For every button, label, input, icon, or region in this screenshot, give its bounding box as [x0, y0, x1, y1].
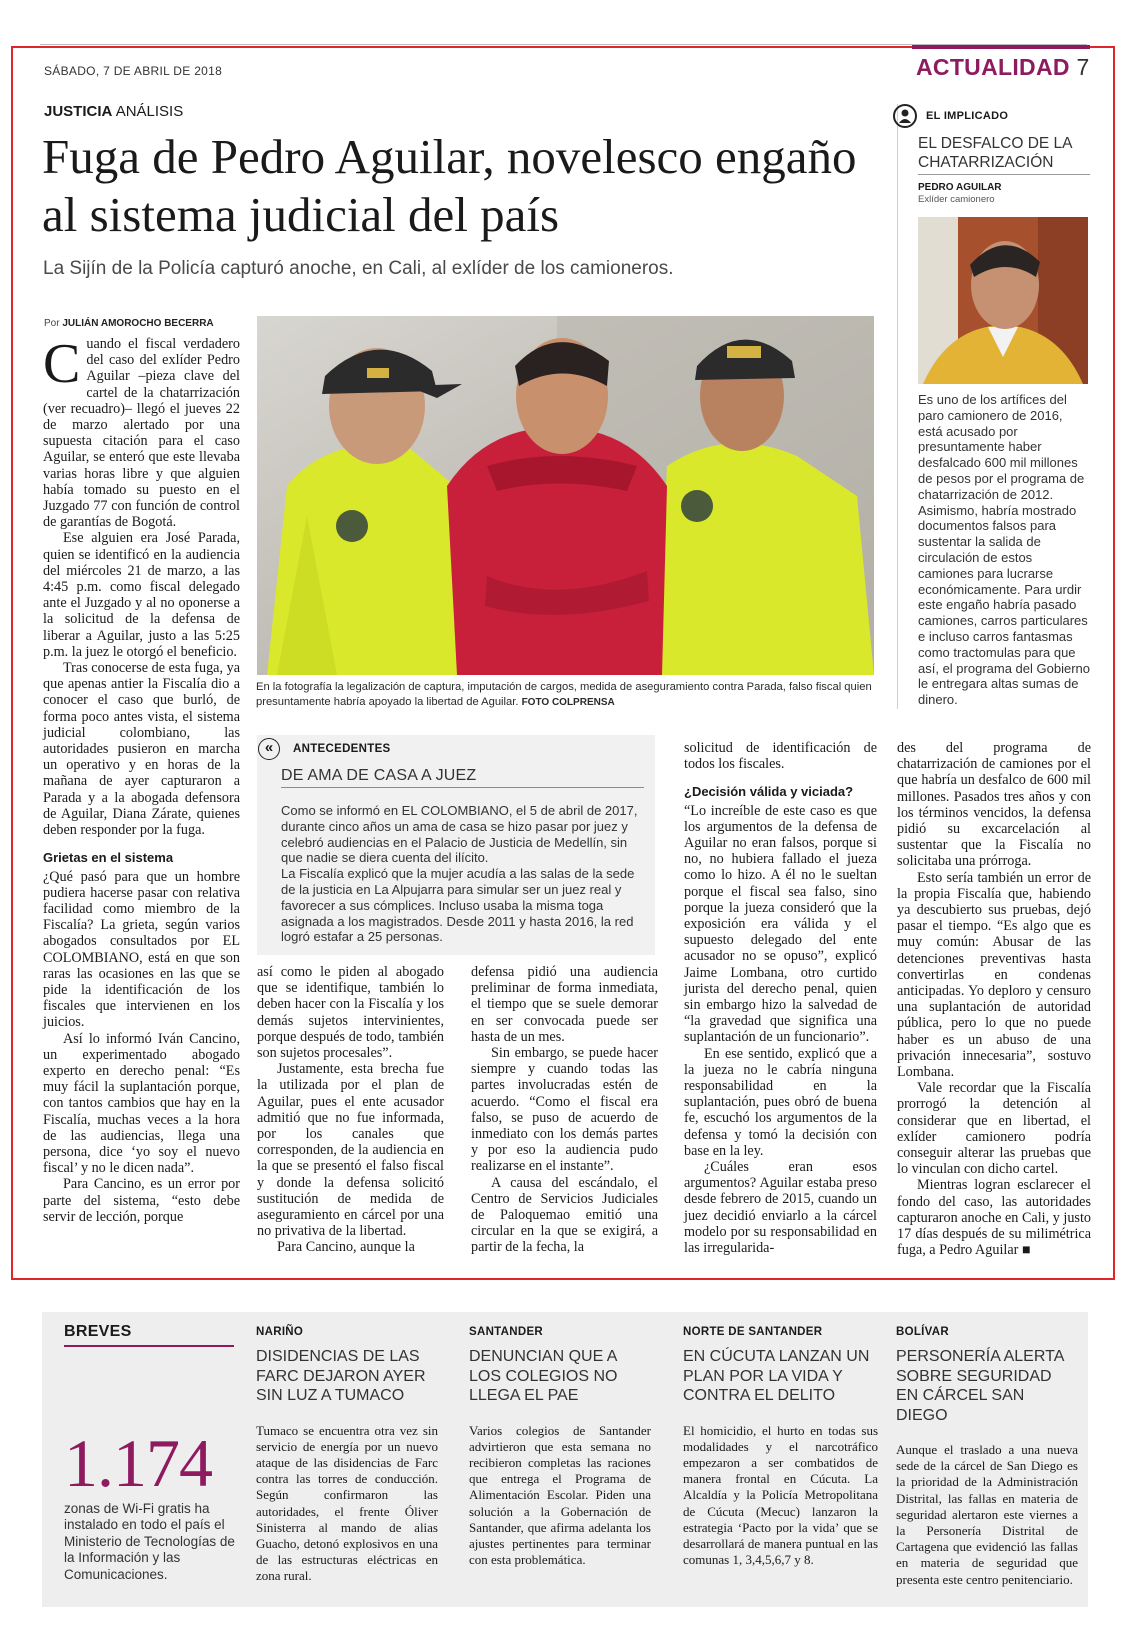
paragraph: Ese alguien era José Parada, quien se identificó en la audiencia del miércoles 21 de marzo, a las 4:45 p.m. como fiscal delegado ante el Juzgado y al no oponerse a la solicitud de la defensa de liberar a Aguilar, justo a las 5:25 p.m. la juez le otorgó el beneficio. — [43, 530, 240, 660]
breves-rule — [64, 1345, 234, 1347]
caption-text: En la fotografía la legalización de captura, imputación de cargos, medida de aseguramiento contra Parada, falso fiscal quien presuntamente habría apoyado la libertad de Aguilar. — [256, 681, 872, 708]
breve-text: Aunque el traslado a una nueva sede de la cárcel de San Diego es la prioridad de la Administración Distrital, las fallas en materia de seguridad alertaron este viernes a la Personería Distrital de Cartagena que evidenció las fallas en materia de seguridad que presenta este centro penitenciario. — [896, 1442, 1078, 1587]
subhead: Grietas en el sistema — [43, 850, 174, 866]
section-bar — [912, 45, 1090, 49]
breve-text: Varios colegios de Santander advirtieron que esta semana no recibieron completas las raciones que entrega el Programa de Alimentación Escolar. Piden una solución a la Gobernación de Santander, que afirma adelanta los ajustes pertinentes para terminar con esta problemática. — [469, 1422, 651, 1568]
breve-region: NARIÑO — [256, 1326, 304, 1338]
kicker — [44, 103, 183, 120]
subject-role: Exlíder camionero — [918, 194, 995, 205]
subhead: ¿Decisión válida y viciada? — [684, 784, 854, 800]
main-photo — [257, 316, 874, 675]
portrait-photo — [918, 217, 1088, 384]
drop-cap: C — [43, 333, 81, 395]
breve-region: BOLÍVAR — [896, 1326, 949, 1338]
breve-headline: PERSONERÍA ALERTA SOBRE SEGURIDAD EN CÁRCEL SAN DIEGO — [896, 1348, 1064, 1424]
antecedentes-rule — [281, 787, 644, 788]
antecedentes-paragraph: Como se informó en EL COLOMBIANO, el 5 de abril de 2017, durante cinco años un ama de casa se hizo pasar por juez y celebró audiencias en el Palacio de Justicia de Medellín, sin que nadie se diera cuenta del ilícito. — [281, 803, 638, 866]
antecedentes-label: ANTECEDENTES — [293, 743, 391, 755]
antecedentes-text — [281, 803, 644, 945]
breve-region: NORTE DE SANTANDER — [683, 1326, 823, 1338]
paragraph: Así lo informó Iván Cancino, un experimentado abogado experto en derecho penal: “Es muy fácil la suplantación porque, con tantos cambios que hay en la Fiscalía, muchas veces a la hora de las audiencias, llega una persona, dice ‘yo soy el nuevo fiscal’ y no le dicen nada”. — [43, 1030, 240, 1177]
paragraph: Vale recordar que la Fiscalía prorrogó la detención al considerar que en libertad, el exlíder camionero podría conseguir alterar las pruebas que lo vinculan con dicho cartel. — [897, 1080, 1091, 1178]
paragraph-text: uando el fiscal verdadero del caso del exlíder Pedro Aguilar –pieza clave del cartel de la chatarrización (ver recuadro)– llegó el jueves 22 de marzo alertado por una supuesta citación para el caso Aguilar, se enteró que este llevaba varias horas libre y que alguien había tomado su puesto en el Juzgado 77 con función de control de garantías de Bogotá. — [43, 336, 240, 531]
person-icon — [893, 104, 917, 128]
sidebar-text: Es uno de los artífices del paro camionero de 2016, está acusado por presuntamente haber desfalcado 600 mil millones de pesos por el programa de chatarrización de 2012. Asimismo, habría mostrado documentos falsos para sustentar la salida de circulación de estos camiones para lucrarse económicamente. Para urdir este engaño habría pasado camiones, carros particulares e incluso carros fantasmas como tractomulas para que así, el programa del Gobierno le entregara altas sumas de dinero. — [918, 392, 1090, 708]
breve-item — [469, 1326, 651, 1568]
breve-text: El homicidio, el hurto en todas sus modalidades y el narcotráfico empezaron a ser combatidos de manera frontal en Cúcuta. La Alcaldía y la Policía Metropolitana de Cúcuta (Mecuc) lanzaron la estrategia ‘Pacto por la vida’ que se desarrollará de manera puntual en las comunas 1, 3,4,5,6,7 y 8. — [683, 1422, 878, 1568]
paragraph: Esto sería también un error de la propia Fiscalía que, habiendo ya descubierto sus pruebas, dejó pasar el tiempo. “Es algo que es muy común: Abusar de las detenciones preventivas hasta convertirlas en condenas anticipadas. Yo deploro y censuro una suplantación de autoridad pública, pero lo que no puede haber es un abuso de una privación innecesaria”, sostuvo Lombana. — [897, 869, 1091, 1081]
arrest-photo — [257, 316, 874, 675]
headline: Fuga de Pedro Aguilar, novelesco engaño al sistema judicial del país — [42, 129, 857, 242]
breve-headline: DISIDENCIAS DE LAS FARC DEJARON AYER SIN LUZ A TUMACO — [256, 1348, 426, 1404]
byline-prefix: Por — [44, 318, 60, 329]
kicker-topic: JUSTICIA — [44, 103, 113, 120]
paragraph: Para Cancino, aunque la — [277, 1239, 415, 1256]
section-name — [916, 54, 1090, 81]
breve-item — [896, 1326, 1078, 1588]
article-column-3 — [471, 964, 658, 1256]
article-column-1 — [43, 333, 240, 1225]
breve-item — [683, 1326, 878, 1568]
byline-author: JULIÁN AMOROCHO BECERRA — [62, 318, 214, 329]
sidebar-title: EL DESFALCO DE LA CHATARRIZACIÓN — [918, 135, 1072, 171]
page-number: 7 — [1076, 54, 1090, 80]
photo-caption — [256, 680, 874, 710]
paragraph: ¿Qué pasó para que un hombre pudiera hacerse pasar con relativa facilidad como miembro de la Fiscalía? La grieta, según varios abogados consultados por EL COLOMBIANO, está en que son raras las ocasiones en las que se pide la identificación de los fiscales que intervienen en los juicios. — [43, 868, 240, 1031]
paragraph — [43, 333, 240, 531]
breve-headline: DENUNCIAN QUE A LOS COLEGIOS NO LLEGA EL PAE — [469, 1348, 618, 1404]
paragraph: defensa pidió una audiencia preliminar de forma inmediata, el tiempo que se suele demorar en ser convocada puede ser hasta de un mes. — [471, 964, 658, 1045]
subject-name: PEDRO AGUILAR — [918, 182, 1002, 193]
stat-number: 1.174 — [64, 1425, 212, 1501]
byline — [44, 318, 214, 329]
breve-headline: EN CÚCUTA LANZAN UN PLAN POR LA VIDA Y CONTRA EL DELITO — [683, 1348, 870, 1404]
paragraph: Justamente, esta brecha fue la utilizada por el plan de Aguilar, pues el ente acusador admitió que no fue informada, por los canales que corresponden, de la audiencia en la que se presentó el falso fiscal y donde la defensa solicitó sustitución de medida de aseguramiento en cárcel por una no privativa de la libertad. — [257, 1061, 444, 1240]
paragraph: ¿Cuáles eran esos argumentos? Aguilar estaba preso desde febrero de 2015, cuando un juez decidió enviarlo a la cárcel modelo por su responsabilidad en las irregularida- — [684, 1159, 877, 1257]
antecedentes-paragraph: La Fiscalía explicó que la mujer acudía a las salas de la sede de la justicia en La Alpujarra para simular ser un juez real y favorecer a sus cómplices. Incluso usaba la misma toga asignada a los magistrados. Desde 2011 y hasta 2016, la red logró estafar a 25 personas. — [281, 866, 635, 945]
paragraph: des del programa de chatarrización de camiones por el que habría un desfalco de 600 mil millones. Pasados tres años y con los términos vencidos, la defensa pidió su excarcelación al sustentar que la Fiscalía no solicitaba una prórroga. — [897, 740, 1091, 870]
sidebar-label: EL IMPLICADO — [926, 110, 1009, 122]
sidebar-rule — [918, 174, 1090, 175]
paragraph: Sin embargo, se puede hacer siempre y cuando todas las partes involucradas estén de acuerdo. “Como el fiscal era falso, se puso de acuerdo de inmediato con los demás partes y por eso la audiencia pudo realizarse en el instante”. — [471, 1045, 658, 1175]
kicker-type: ANÁLISIS — [115, 103, 184, 120]
stat-text: zonas de Wi-Fi gratis ha instalado en todo el país el Ministerio de Tecnologías de la Información y las Comunicaciones. — [64, 1501, 235, 1582]
paragraph: Tras conocerse de esta fuga, ya que apenas antier la Fiscalía dio a conocer el caso que burló, de forma poco antes vista, el sistema judicial colombiano, las autoridades pusieron en marcha un operativo y en horas de la mañana de ayer capturaron a Parada y a la abogada defensora de Aguilar, Diana Zárate, quienes deben responder por la fuga. — [43, 660, 240, 839]
article-column-5 — [897, 740, 1091, 1259]
paragraph: Para Cancino, es un error por parte del sistema, “esto debe servir de lección, porque — [43, 1176, 240, 1225]
paragraph: así como le piden al abogado que se identifique, también lo deben hacer con la Fiscalía y los demás sujetos intervinientes, porque después de todo, también son sujetos procesales”. — [257, 964, 444, 1062]
edition-date: SÁBADO, 7 DE ABRIL DE 2018 — [44, 64, 223, 78]
breve-region: SANTANDER — [469, 1326, 544, 1338]
paragraph: A causa del escándalo, el Centro de Servicios Judiciales de Paloquemao emitió una circular en la que se exigirá, a partir de la fecha, la — [471, 1174, 658, 1256]
paragraph: En ese sentido, explicó que a la jueza no le cabría ninguna responsabilidad en la suplantación, pues obró de buena fe, escuchó los argumentos de la defensa y tomó la decisión con base en la ley. — [684, 1045, 877, 1159]
article-column-2 — [257, 964, 444, 1256]
paragraph: Mientras logran esclarecer el fondo del caso, las autoridades capturaron anoche en Cali, y justo 17 días después de su milimétrica fuga, a Pedro Aguilar ■ — [897, 1177, 1091, 1259]
section-label: ACTUALIDAD — [916, 54, 1070, 80]
rewind-icon: « — [258, 738, 280, 760]
breves-title: BREVES — [64, 1323, 132, 1340]
paragraph: “Lo increíble de este caso es que los argumentos de la defensa de Aguilar no eran falsos, porque si no, no hubiera fallado el jueza como lo hizo. A él no le sueltan porque el fiscal sea falso, sino porque la jueza consideró que la exposición era válida y el supuesto delegado del ente acusador no se opuso”, explicó Jaime Lombana, otro curtido jurista del derecho penal, quien sin embargo hizo la salvedad de “la gravedad que significa una suplantación de un funcionario”. — [684, 802, 877, 1046]
breve-text: Tumaco se encuentra otra vez sin servicio de energía por un nuevo ataque de las disidencias de Farc contra las torres de conducción. Según confirmaron las autoridades, el frente Óliver Sinisterra al mando de alias Guacho, detonó explosivos en una de las estructuras eléctricas en zona rural. — [256, 1422, 438, 1584]
article-column-4 — [684, 740, 877, 1256]
paragraph: solicitud de identificación de todos los fiscales. — [684, 740, 877, 773]
photo-credit: FOTO COLPRENSA — [521, 697, 615, 708]
breve-item — [256, 1326, 438, 1585]
deck: La Sijín de la Policía capturó anoche, en Cali, al exlíder de los camioneros. — [43, 258, 674, 279]
antecedentes-title: DE AMA DE CASA A JUEZ — [281, 767, 477, 784]
sidebar-divider — [897, 104, 898, 709]
subject-portrait — [918, 217, 1088, 384]
